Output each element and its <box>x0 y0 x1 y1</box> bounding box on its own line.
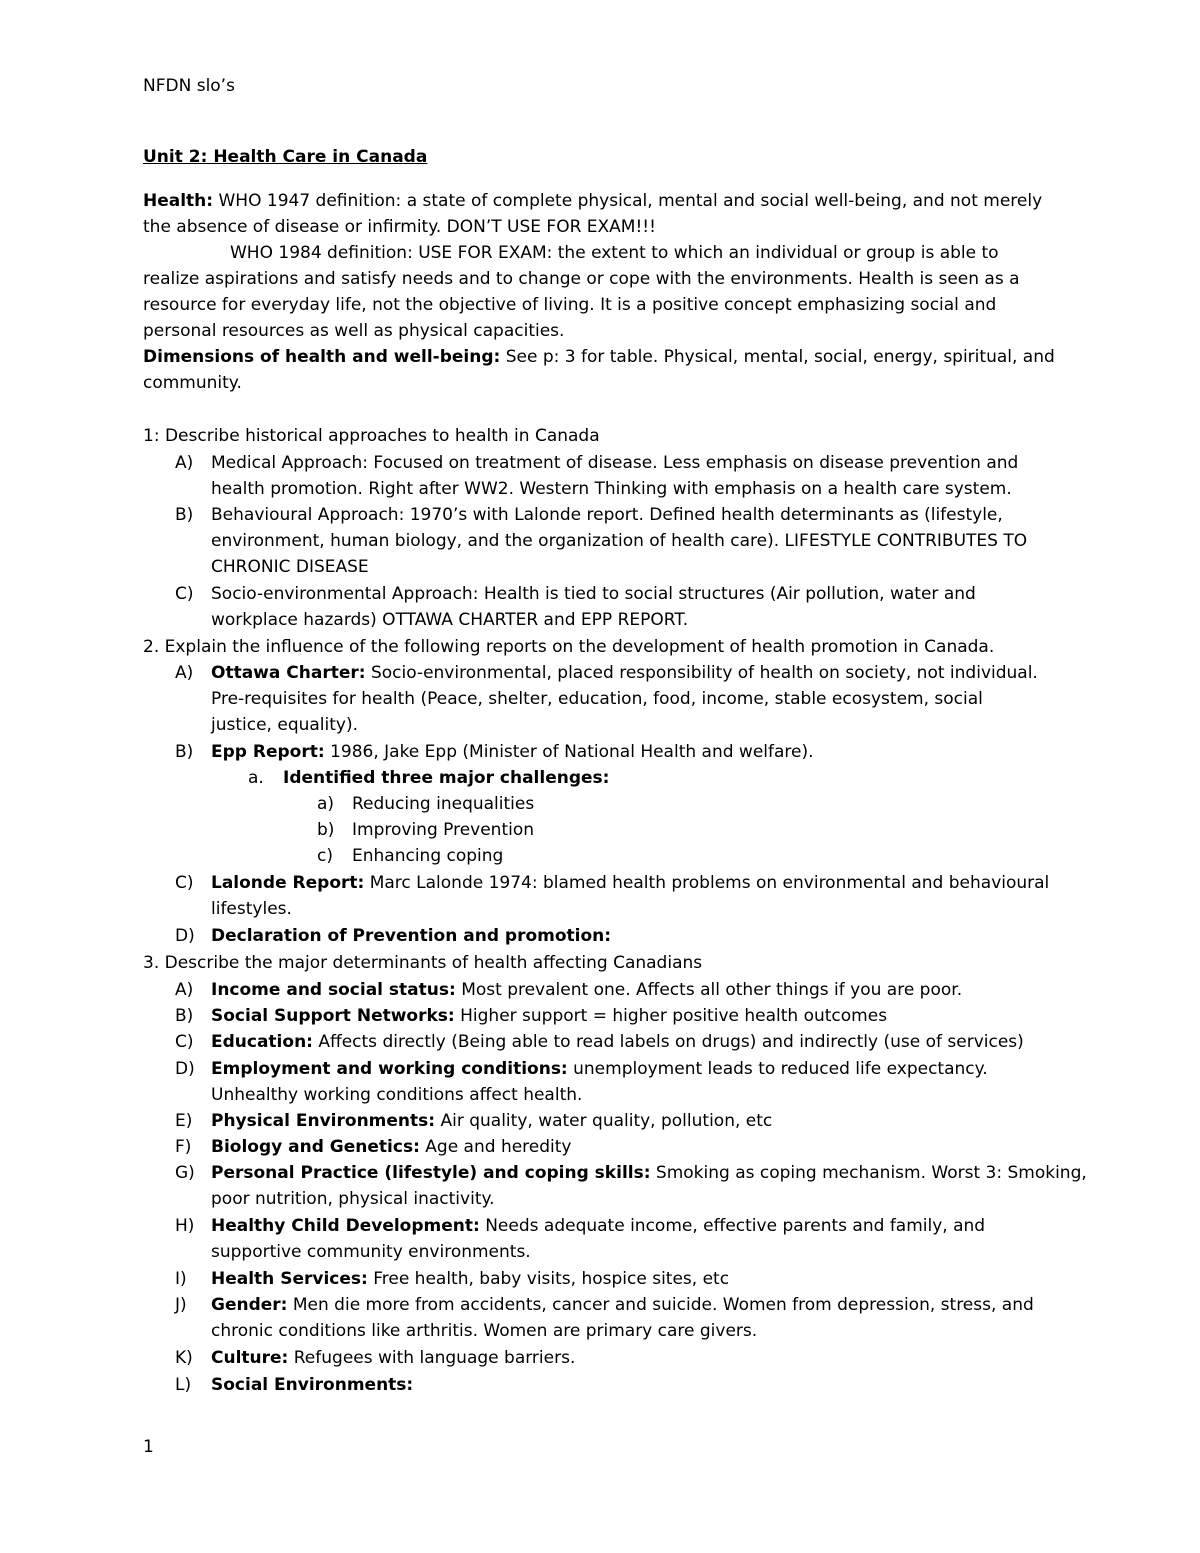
q1-a-line-1: Medical Approach: Focused on treatment of disease. Less emphasis on disease prevention and <box>211 453 1019 473</box>
q2-c-line-2: lifestyles. <box>211 899 292 919</box>
q3-h-line-1 <box>211 1215 985 1237</box>
q3-heading: 3. Describe the major determinants of health affecting Canadians <box>143 953 703 973</box>
q3-c-text: Affects directly (Being able to read labels on drugs) and indirectly (use of services) <box>312 1032 1024 1052</box>
q2-c-line-1 <box>211 872 1049 894</box>
q3-k-marker: K) <box>175 1348 193 1368</box>
q3-c-line-1 <box>211 1031 1024 1053</box>
q3-h-line-2: supportive community environments. <box>211 1242 531 1262</box>
q2-a-marker: A) <box>175 663 194 683</box>
q3-k-line-1 <box>211 1347 575 1369</box>
q2-b-sub-item-a: Reducing inequalities <box>352 794 535 814</box>
health-def-line-3: WHO 1984 definition: USE FOR EXAM: the extent to which an individual or group is able to <box>230 243 999 263</box>
dimensions-line-1 <box>143 346 1055 368</box>
health-def-line-2: the absence of disease or infirmity. DON’T USE FOR EXAM!!! <box>143 217 656 237</box>
q3-j-marker: J) <box>175 1295 187 1315</box>
q2-b-text-1: 1986, Jake Epp (Minister of National Health and welfare). <box>324 742 814 762</box>
q1-b-marker: B) <box>175 505 194 525</box>
health-def-line-5: resource for everyday life, not the objective of living. It is a positive concept emphasizing social and <box>143 295 997 315</box>
q3-b-text: Higher support = higher positive health outcomes <box>454 1006 888 1026</box>
q3-g-line-2: poor nutrition, physical inactivity. <box>211 1189 495 1209</box>
q3-d-line-2: Unhealthy working conditions affect health. <box>211 1085 583 1105</box>
q3-f-marker: F) <box>175 1137 192 1157</box>
q3-j-line-1 <box>211 1294 1034 1316</box>
q1-b-line-1: Behavioural Approach: 1970’s with Lalonde report. Defined health determinants as (lifestyle, <box>211 505 1003 525</box>
q3-g-line-1 <box>211 1162 1087 1184</box>
q3-k-text: Refugees with language barriers. <box>288 1348 576 1368</box>
q3-e-label: Physical Environments: <box>211 1111 436 1131</box>
q2-b-sub-item-b: Improving Prevention <box>352 820 535 840</box>
q2-b-marker: B) <box>175 742 194 762</box>
q3-d-text: unemployment leads to reduced life expectancy. <box>567 1059 988 1079</box>
q1-a-line-2: health promotion. Right after WW2. Western Thinking with emphasis on a health care system. <box>211 479 1012 499</box>
q3-j-line-2: chronic conditions like arthritis. Women are primary care givers. <box>211 1321 758 1341</box>
q3-i-label: Health Services: <box>211 1269 368 1289</box>
q2-a-line-2: Pre-requisites for health (Peace, shelter, education, food, income, stable ecosystem, social <box>211 689 983 709</box>
q3-l-marker: L) <box>175 1375 192 1395</box>
q2-c-label: Lalonde Report: <box>211 873 365 893</box>
q3-j-label: Gender: <box>211 1295 288 1315</box>
q2-b-label: Epp Report: <box>211 742 325 762</box>
q1-c-marker: C) <box>175 584 194 604</box>
q3-a-label: Income and social status: <box>211 980 456 1000</box>
q2-c-text-1: Marc Lalonde 1974: blamed health problems on environmental and behavioural <box>364 873 1050 893</box>
page-header: NFDN slo’s <box>143 76 235 96</box>
q3-f-label: Biology and Genetics: <box>211 1137 420 1157</box>
q3-i-line-1 <box>211 1268 729 1290</box>
q3-h-marker: H) <box>175 1216 195 1236</box>
q1-b-line-3: CHRONIC DISEASE <box>211 557 369 577</box>
q2-a-line-1 <box>211 662 1038 684</box>
q3-h-text: Needs adequate income, effective parents and family, and <box>479 1216 986 1236</box>
q3-i-marker: I) <box>175 1269 187 1289</box>
q3-a-marker: A) <box>175 980 194 1000</box>
q1-b-line-2: environment, human biology, and the organization of health care). LIFESTYLE CONTRIBUTES TO <box>211 531 1028 551</box>
q2-d-marker: D) <box>175 926 195 946</box>
q3-f-text: Age and heredity <box>419 1137 572 1157</box>
q2-b-line-1 <box>211 741 814 763</box>
q3-b-label: Social Support Networks: <box>211 1006 455 1026</box>
q1-c-line-1: Socio-environmental Approach: Health is tied to social structures (Air pollution, water and <box>211 584 976 604</box>
q1-a-marker: A) <box>175 453 194 473</box>
health-def-text-1: WHO 1947 definition: a state of complete physical, mental and social well-being, and not merely <box>213 191 1043 211</box>
q2-b-sub-label: Identified three major challenges: <box>283 768 610 788</box>
health-def-line-1 <box>143 190 1042 212</box>
dimensions-line-2: community. <box>143 373 242 393</box>
q3-e-marker: E) <box>175 1111 193 1131</box>
q3-l-label: Social Environments: <box>211 1375 414 1395</box>
q2-b-sub-item-c-marker: c) <box>317 846 333 866</box>
q3-d-marker: D) <box>175 1059 195 1079</box>
q3-e-line-1 <box>211 1110 772 1132</box>
q3-e-text: Air quality, water quality, pollution, etc <box>435 1111 773 1131</box>
q2-b-sub-item-b-marker: b) <box>317 820 335 840</box>
q2-b-sub-item-c: Enhancing coping <box>352 846 504 866</box>
health-def-line-4: realize aspirations and satisfy needs and to change or cope with the environments. Health is seen as a <box>143 269 1020 289</box>
q2-b-sub-marker: a. <box>248 768 264 788</box>
q3-d-line-1 <box>211 1058 988 1080</box>
dimensions-text-1: See p: 3 for table. Physical, mental, social, energy, spiritual, and <box>500 347 1055 367</box>
health-label: Health: <box>143 191 214 211</box>
q3-g-marker: G) <box>175 1163 195 1183</box>
q3-f-line-1 <box>211 1136 572 1158</box>
q2-heading: 2. Explain the influence of the following reports on the development of health promotion in Canada. <box>143 637 995 657</box>
q3-a-line-1 <box>211 979 962 1001</box>
q1-c-line-2: workplace hazards) OTTAWA CHARTER and EPP REPORT. <box>211 610 689 630</box>
document-title: Unit 2: Health Care in Canada <box>143 147 428 167</box>
q1-heading: 1: Describe historical approaches to health in Canada <box>143 426 600 446</box>
page-number: 1 <box>143 1437 154 1457</box>
q3-g-text: Smoking as coping mechanism. Worst 3: Smoking, <box>650 1163 1087 1183</box>
q3-h-label: Healthy Child Development: <box>211 1216 480 1236</box>
health-def-line-6: personal resources as well as physical capacities. <box>143 321 565 341</box>
q3-k-label: Culture: <box>211 1348 289 1368</box>
q3-a-text: Most prevalent one. Affects all other things if you are poor. <box>455 980 963 1000</box>
q3-i-text: Free health, baby visits, hospice sites, etc <box>367 1269 730 1289</box>
q2-a-text-1: Socio-environmental, placed responsibility of health on society, not individual. <box>365 663 1038 683</box>
q3-b-line-1 <box>211 1005 887 1027</box>
q2-a-line-3: justice, equality). <box>211 715 359 735</box>
q3-d-label: Employment and working conditions: <box>211 1059 568 1079</box>
q3-g-label: Personal Practice (lifestyle) and coping skills: <box>211 1163 651 1183</box>
q2-a-label: Ottawa Charter: <box>211 663 366 683</box>
q3-j-text: Men die more from accidents, cancer and suicide. Women from depression, stress, and <box>287 1295 1034 1315</box>
dimensions-label: Dimensions of health and well-being: <box>143 347 501 367</box>
q3-c-label: Education: <box>211 1032 313 1052</box>
q2-c-marker: C) <box>175 873 194 893</box>
q3-b-marker: B) <box>175 1006 194 1026</box>
q3-c-marker: C) <box>175 1032 194 1052</box>
q3-l-line-1 <box>211 1374 413 1396</box>
q2-d-label: Declaration of Prevention and promotion: <box>211 926 612 946</box>
q2-b-sub-item-a-marker: a) <box>317 794 335 814</box>
